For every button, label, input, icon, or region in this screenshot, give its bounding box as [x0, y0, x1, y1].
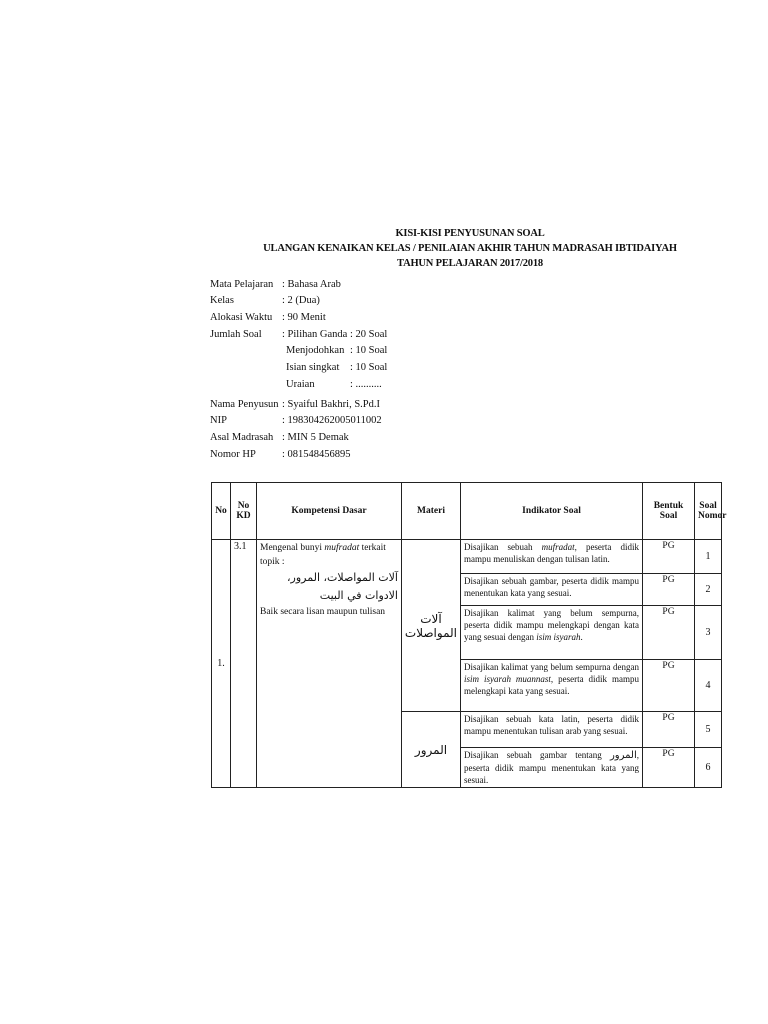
- title-line-3: TAHUN PELAJARAN 2017/2018: [397, 258, 543, 269]
- penyusun-value: : Syaiful Bakhri, S.Pd.I: [282, 399, 381, 410]
- bentuk-4: PG: [643, 660, 695, 712]
- nomor-5: 5: [695, 712, 722, 748]
- cell-materi-1: آلات المواصلات: [402, 540, 461, 712]
- indikator-4-text-b: , peserta didik mampu melengkapi kata yang sesuai.: [464, 674, 639, 696]
- header-indikator: Indikator Soal: [461, 483, 643, 540]
- penyusun-label: Nama Penyusun: [210, 399, 279, 410]
- header-no: No: [212, 483, 231, 540]
- indikator-5-text-a: Disajikan sebuah kata latin, peserta didik mampu menentukan tulisan arab yang sesuai.: [464, 714, 639, 736]
- indikator-3-text-b: .: [580, 632, 583, 642]
- document-titles: [210, 226, 730, 271]
- cell-kd: 3.1: [231, 540, 257, 788]
- isian-value: : 10 Soal: [350, 362, 388, 373]
- header-materi: Materi: [402, 483, 461, 540]
- pg-label: : Pilihan Ganda: [282, 329, 348, 340]
- madrasah-label: Asal Madrasah: [210, 432, 274, 443]
- kompetensi-arabic: آلات المواصلات، المرور، الادوات في البيت: [286, 571, 398, 602]
- cell-no: 1.: [212, 540, 231, 788]
- kelas-value: : 2 (Dua): [282, 295, 320, 306]
- nomor-2: 2: [695, 574, 722, 606]
- nip-value: : 198304262005011002: [282, 415, 382, 426]
- bentuk-5: PG: [643, 712, 695, 748]
- bentuk-3: PG: [643, 606, 695, 660]
- hp-label: Nomor HP: [210, 449, 256, 460]
- table-header-row: [212, 483, 722, 540]
- indikator-3-text-a: Disajikan kalimat yang belum sempurna, peserta didik mampu melengkapi dengan kata yang sesuai dengan: [464, 608, 639, 642]
- nip-label: NIP: [210, 415, 227, 426]
- indikator-6-text-a: Disajikan sebuah gambar tentang: [464, 750, 610, 760]
- indikator-4-italic: isim isyarah muannast: [464, 674, 551, 684]
- nomor-3: 3: [695, 606, 722, 660]
- indikator-1-text-b: , peserta didik mampu menuliskan dengan tulisan latin.: [464, 542, 639, 564]
- indikator-1-italic: mufradat: [541, 542, 575, 552]
- uraian-label: Uraian: [286, 379, 315, 390]
- madrasah-value: : MIN 5 Demak: [282, 432, 349, 443]
- hp-value: : 081548456895: [282, 449, 351, 460]
- isian-label: Isian singkat: [286, 362, 340, 373]
- indikator-4-text-a: Disajikan kalimat yang belum sempurna dengan: [464, 662, 639, 672]
- header-bentuk: Bentuk Soal: [643, 483, 695, 540]
- bentuk-1: PG: [643, 540, 695, 574]
- indikator-6-text-c: , peserta didik mampu menentukan kata yang sesuai.: [464, 750, 639, 785]
- indikator-3: [461, 606, 643, 660]
- indikator-4: [461, 660, 643, 712]
- alokasi-value: : 90 Menit: [282, 312, 326, 323]
- kompetensi-text-1: Mengenal bunyi: [260, 543, 325, 553]
- bentuk-2: PG: [643, 574, 695, 606]
- header-soal-nomor: Soal Nomor: [695, 483, 722, 540]
- mata-pelajaran-label: Mata Pelajaran: [210, 279, 274, 290]
- nomor-6: 6: [695, 748, 722, 788]
- indikator-3-italic: isim isyarah: [536, 632, 581, 642]
- jumlah-soal-label: Jumlah Soal: [210, 329, 262, 340]
- indikator-6: [461, 748, 643, 788]
- title-line-1: KISI-KISI PENYUSUNAN SOAL: [395, 228, 545, 239]
- kelas-label: Kelas: [210, 295, 234, 306]
- pg-value: : 20 Soal: [350, 329, 388, 340]
- bentuk-6: PG: [643, 748, 695, 788]
- title-line-2: ULANGAN KENAIKAN KELAS / PENILAIAN AKHIR TAHUN MADRASAH IBTIDAIYAH: [263, 243, 677, 254]
- indikator-2: [461, 574, 643, 606]
- header-no-kd: No KD: [231, 483, 257, 540]
- indikator-5: [461, 712, 643, 748]
- indikator-2-text-a: Disajikan sebuah gambar, peserta didik mampu menentukan kata yang sesuai.: [464, 576, 639, 598]
- cell-kompetensi: [257, 540, 402, 788]
- indikator-1: [461, 540, 643, 574]
- kompetensi-text-3: Baik secara lisan maupun tulisan: [260, 607, 386, 617]
- cell-materi-2: المرور: [402, 712, 461, 788]
- indikator-6-arabic: المرور: [609, 750, 637, 761]
- kompetensi-text-2: terkait topik :: [260, 543, 386, 567]
- nomor-1: 1: [695, 540, 722, 574]
- kompetensi-italic: mufradat: [324, 543, 360, 553]
- kisi-kisi-table: [211, 482, 727, 788]
- indikator-1-text-a: Disajikan sebuah: [464, 542, 542, 552]
- nomor-4: 4: [695, 660, 722, 712]
- uraian-value: : ..........: [350, 379, 382, 390]
- mata-pelajaran-value: : Bahasa Arab: [282, 279, 341, 290]
- table-row: [212, 540, 722, 574]
- alokasi-label: Alokasi Waktu: [210, 312, 273, 323]
- menjodohkan-value: : 10 Soal: [350, 345, 388, 356]
- menjodohkan-label: Menjodohkan: [286, 345, 345, 356]
- header-kompetensi: Kompetensi Dasar: [257, 483, 402, 540]
